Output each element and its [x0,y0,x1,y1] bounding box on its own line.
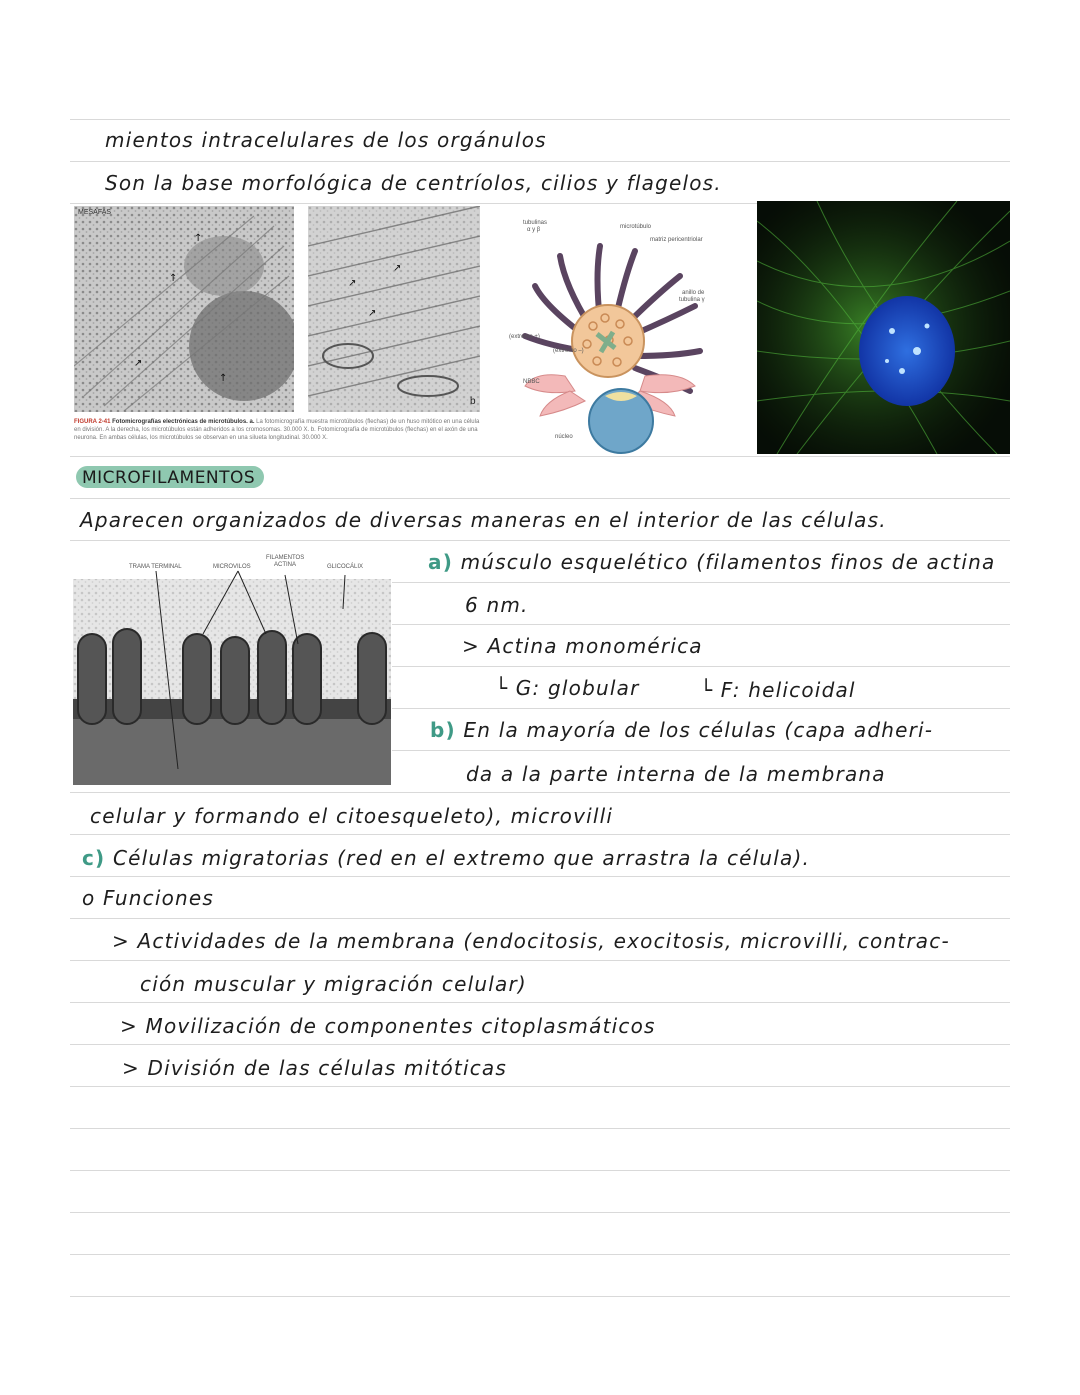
micrograph-b-label: b [470,396,476,407]
svg-text:↗: ↗ [393,263,402,274]
label-glicocalix: GLICOCÁLIX [327,564,364,570]
section-heading: MICROFILAMENTOS [82,468,256,488]
line-funciones: o Funciones [82,886,215,910]
microvilli-image [73,549,391,785]
microvilli-micrograph [73,549,391,785]
item-c-text: Células migratorias (red en el extremo que arrastra la célula). [112,846,811,870]
label-anillo: anillo de [682,290,705,296]
line-organelles: mientos intracelulares de los orgánulos [105,128,547,152]
line-globular: └ G: globular [495,676,640,700]
label-microvilos: MICROVILOS [213,564,251,570]
caption-text: La fotomicrografía muestra microtúbulos (flechas) de un huso mitótico en una célula en división. A la derecha, los microtúbulos están adheridos a los cromosomas. 30.000 X. b. Fotomicrografía de microtúbulos (flechas) en el axón de una neurona. En ambas células, los microtúbulos se observan en una silueta longitudinal. 30.000 X. [74,419,480,441]
label-nbbc: NBBC [523,379,540,385]
function-3: > División de las células mitóticas [122,1056,507,1080]
label-tubulina-gamma: tubulina γ [679,297,705,303]
item-a-cont: 6 nm. [465,593,529,617]
label-matriz: matriz pericentriolar [650,237,703,243]
item-b [430,718,933,742]
svg-text:↑: ↑ [219,373,228,384]
item-b-marker: b) [430,718,456,742]
function-1: > Actividades de la membrana (endocitosis, exocitosis, microvilli, contrac- [112,929,950,953]
item-b-cont2: celular y formando el citoesqueleto), microvilli [90,804,614,828]
svg-text:↗: ↗ [134,358,143,369]
label-alpha-beta: α y β [527,227,541,233]
label-extremo-plus: (extremo +) [509,334,540,340]
micrograph-a-image [74,206,294,412]
centrosome-diagram [505,206,720,456]
section-heading-highlight [76,466,264,488]
label-filamentos: FILAMENTOS [266,555,305,561]
figure-caption [74,418,482,442]
label-actina: ACTINA [274,562,297,568]
micrograph-panel-a [74,206,294,412]
item-c-marker: c) [82,846,106,870]
svg-text:↑: ↑ [194,233,203,244]
item-a-marker: a) [428,550,454,574]
label-extremo-minus: (extremo –) [553,348,584,354]
caption-figure-number: FIGURA 2-41 [74,419,111,425]
svg-text:↑: ↑ [169,273,178,284]
item-b-text: En la mayoría de los células (capa adheri- [463,718,934,742]
item-a [428,550,995,574]
line-actina: > Actina monomérica [462,634,703,658]
label-trama-terminal: TRAMA TERMINAL [129,564,182,570]
micrograph-b-image [308,206,480,412]
label-microtubulo: microtúbulo [620,224,652,230]
item-c [82,846,810,870]
label-tubulinas: tubulinas [523,220,548,226]
fluorescence-image [757,201,1010,454]
label-nucleo: núcleo [555,434,573,440]
svg-text:↗: ↗ [348,278,357,289]
item-b-cont: da a la parte interna de la membrana [466,762,886,786]
function-1-cont: ción muscular y migración celular) [140,972,527,996]
item-a-text: músculo esquelético (filamentos finos de actina [460,550,996,574]
micrograph-corner-label: MESAFAS [78,209,112,216]
micrograph-panel-b [308,206,480,412]
svg-text:↗: ↗ [368,308,377,319]
line-organized: Aparecen organizados de diversas maneras en el interior de las células. [80,508,887,532]
caption-title: Fotomicrografías electrónicas de microtúbulos. a. [112,419,255,425]
line-centrioles: Son la base morfológica de centríolos, cilios y flagelos. [105,171,722,195]
function-2: > Movilización de componentes citoplasmáticos [120,1014,656,1038]
centrosome-illustration [505,206,720,456]
fluorescence-micrograph [757,201,1010,454]
line-helicoidal: └ F: helicoidal [700,678,856,702]
